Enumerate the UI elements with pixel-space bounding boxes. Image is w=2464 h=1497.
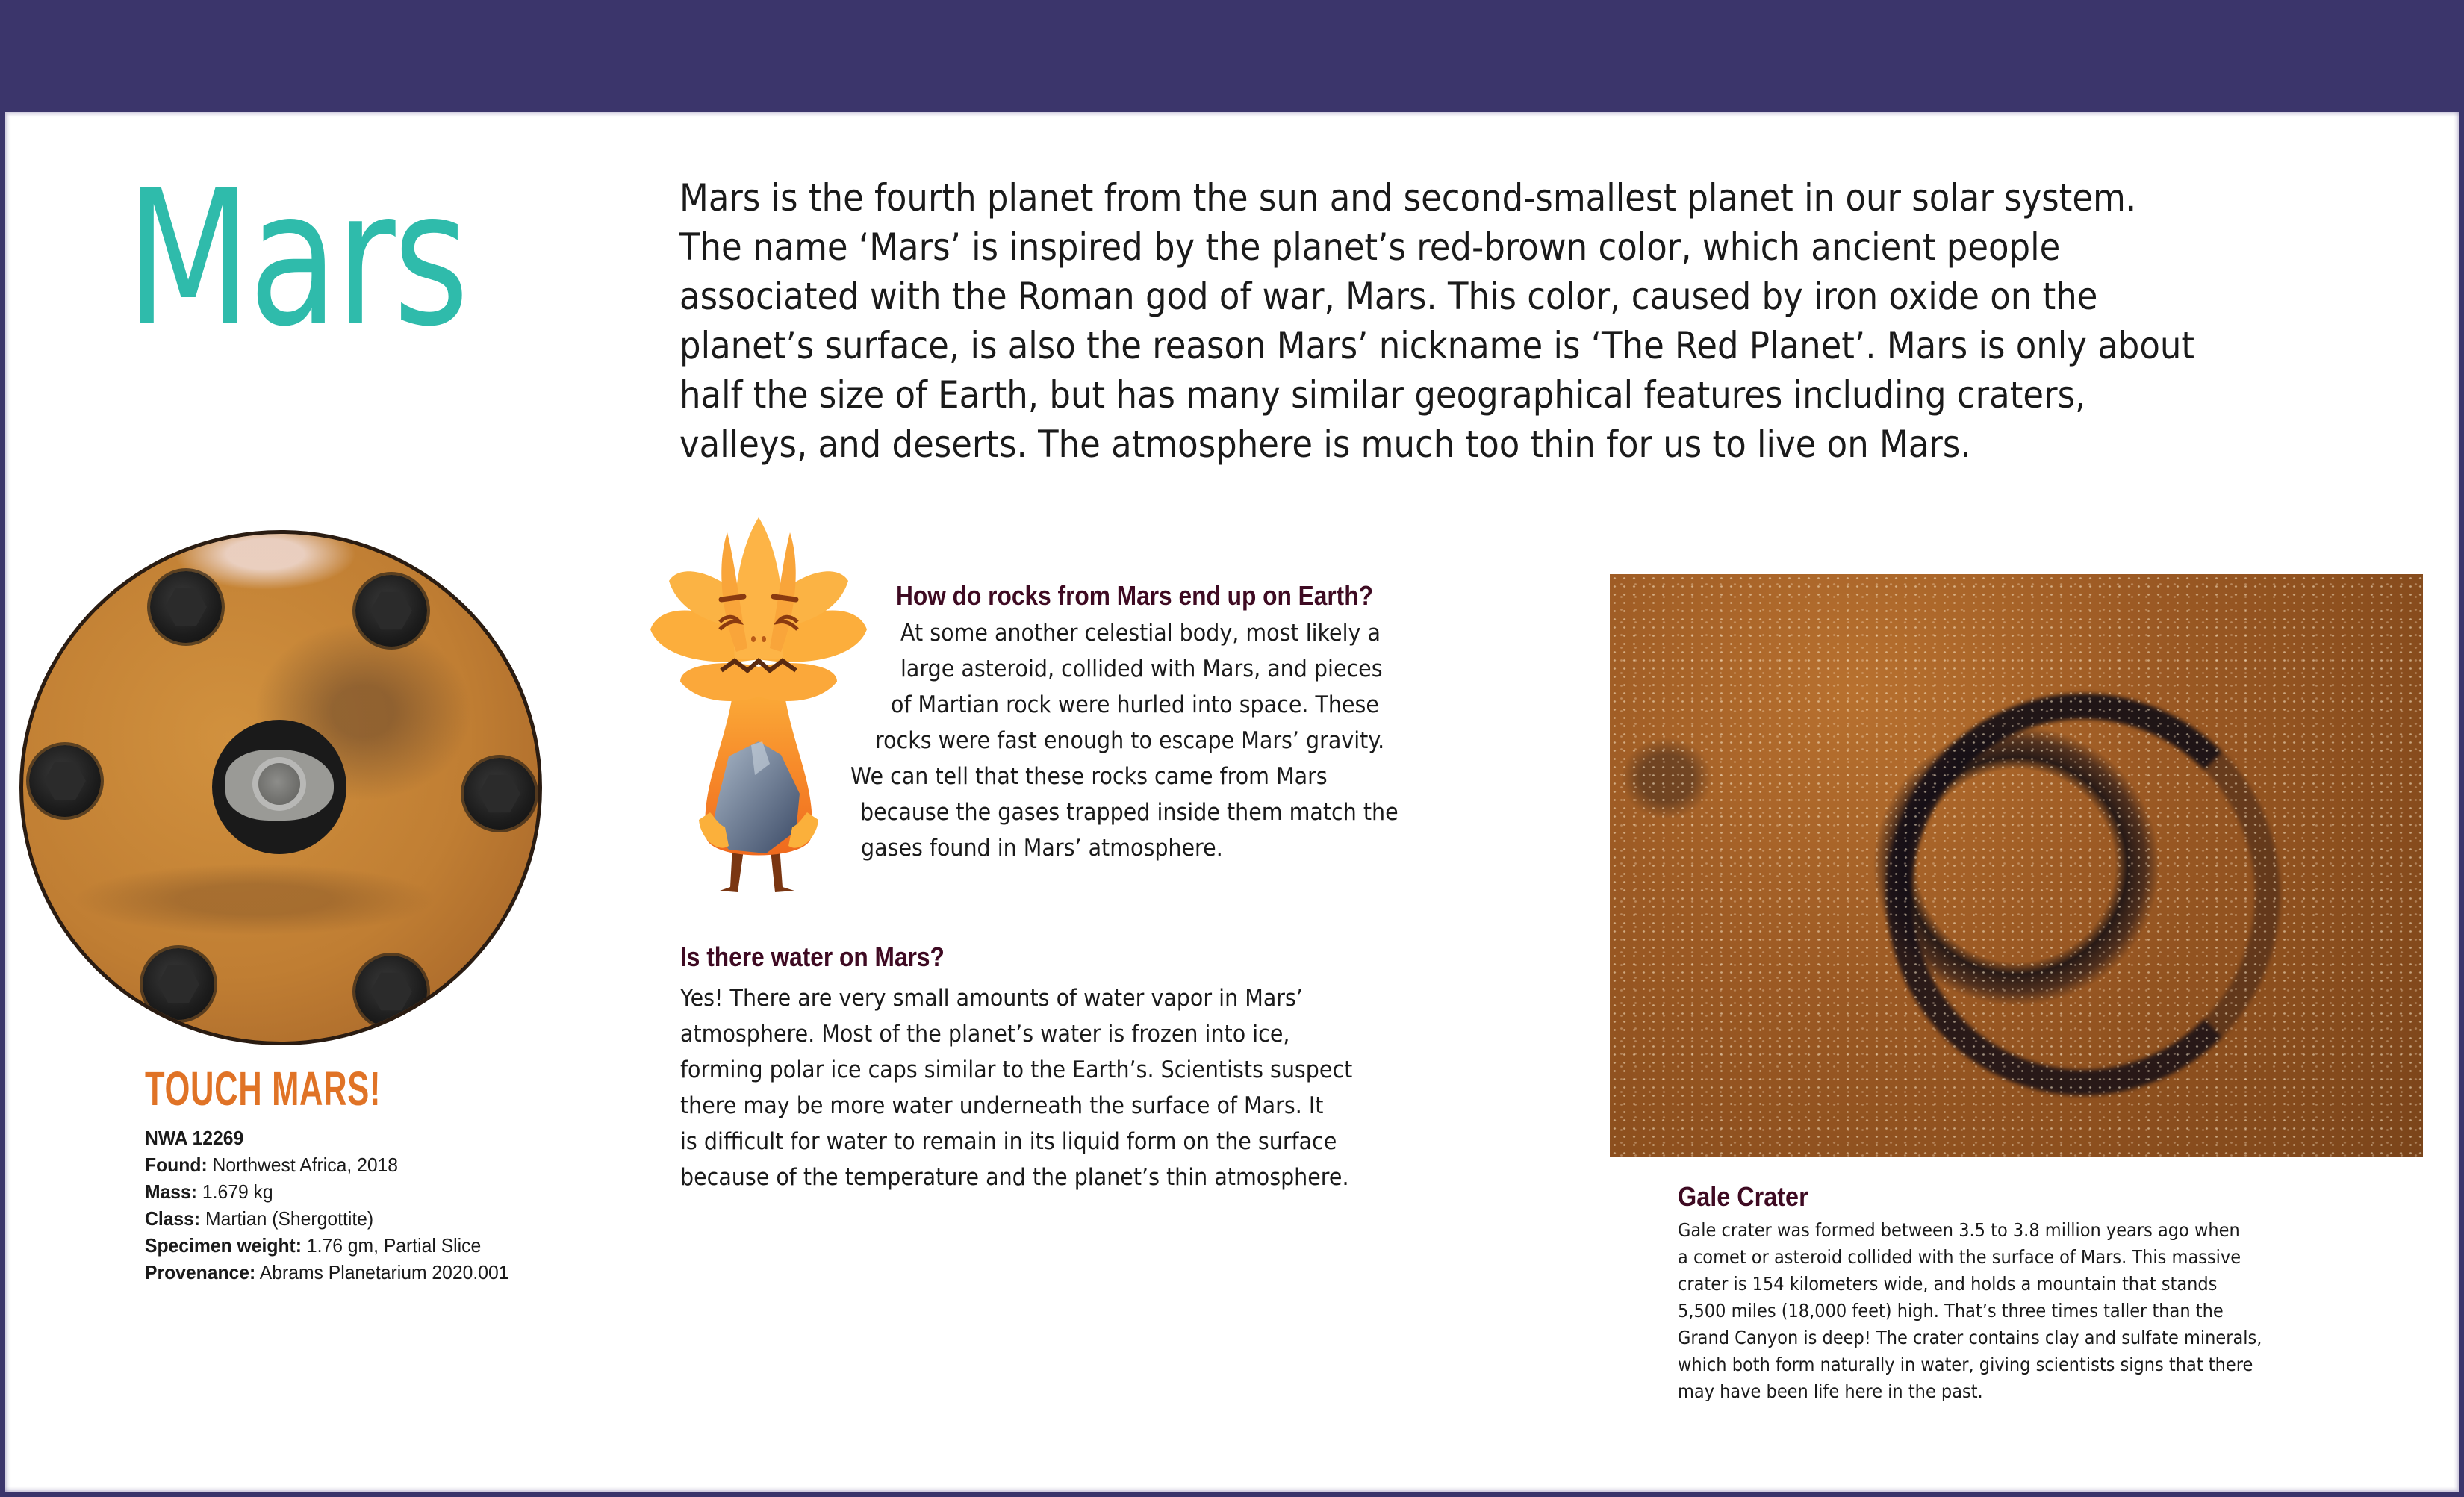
rocks-line: of Martian rock were hurled into space. These — [891, 691, 1379, 718]
field-label: Specimen weight: — [145, 1234, 302, 1257]
gale-line: which both form naturally in water, giving scientists signs that there — [1678, 1354, 2253, 1375]
gale-line: Gale crater was formed between 3.5 to 3.8 million years ago when — [1678, 1219, 2240, 1241]
meteorite-sample — [212, 720, 346, 854]
gale-line: may have been life here in the past. — [1678, 1381, 1983, 1402]
gale-line: 5,500 miles (18,000 feet) high. That’s three times taller than the — [1678, 1300, 2224, 1322]
water-section-heading: Is there water on Mars? — [680, 942, 945, 972]
water-line: there may be more water underneath the surface of Mars. It — [680, 1092, 1324, 1119]
intro-line: planet’s surface, is also the reason Mars’ nickname is ‘The Red Planet’. Mars is only about — [679, 324, 2195, 367]
water-line: because of the temperature and the planet’s thin atmosphere. — [680, 1164, 1349, 1191]
field-label: Found: — [145, 1154, 208, 1176]
intro-line: Mars is the fourth planet from the sun and second-smallest planet in our solar system. — [679, 176, 2137, 220]
intro-line: valleys, and deserts. The atmosphere is much too thin for us to live on Mars. — [679, 423, 1971, 466]
intro-line: associated with the Roman god of war, Mars. This color, caused by iron oxide on the — [679, 275, 2098, 318]
rocks-line: large asteroid, collided with Mars, and pieces — [900, 656, 1383, 682]
gale-crater-heading: Gale Crater — [1678, 1181, 1808, 1212]
specimen-field-mass — [145, 1178, 508, 1205]
touch-mars-callout: TOUCH MARS! — [145, 1062, 382, 1115]
rocks-line: rocks were fast enough to escape Mars’ gravity. — [875, 727, 1385, 754]
water-line: atmosphere. Most of the planet’s water is frozen into ice, — [680, 1021, 1290, 1048]
martian-character-icon — [647, 517, 871, 898]
meteorite-core — [258, 763, 300, 805]
rocks-line: gases found in Mars’ atmosphere. — [861, 835, 1223, 862]
gale-crater-image — [1610, 574, 2423, 1157]
gale-crater-body — [1678, 1217, 2262, 1405]
specimen-name: NWA 12269 — [145, 1127, 244, 1149]
gale-line: Grand Canyon is deep! The crater contains clay and sulfate minerals, — [1678, 1327, 2262, 1348]
page-title: Mars — [125, 150, 467, 367]
water-line: forming polar ice caps similar to the Earth’s. Scientists suspect — [680, 1056, 1353, 1083]
rocks-line: We can tell that these rocks came from Mars — [850, 763, 1328, 790]
intro-line: The name ‘Mars’ is inspired by the planet’s red-brown color, which ancient people — [679, 225, 2061, 269]
intro-paragraph — [679, 173, 2225, 469]
specimen-field-found — [145, 1151, 508, 1178]
bolt-icon — [143, 948, 214, 1020]
gale-line: crater is 154 kilometers wide, and holds a mountain that stands — [1678, 1273, 2218, 1295]
field-value: 1.76 gm, Partial Slice — [301, 1234, 482, 1257]
water-line: Yes! There are very small amounts of water vapor in Mars’ — [680, 985, 1303, 1012]
rocks-section-heading: How do rocks from Mars end up on Earth? — [896, 580, 1373, 611]
field-label: Class: — [145, 1207, 201, 1230]
gale-line: a comet or asteroid collided with the surface of Mars. This massive — [1678, 1246, 2241, 1268]
martian-character-illustration — [647, 517, 871, 898]
mars-globe-image — [19, 530, 542, 1045]
crater-texture — [1610, 574, 2423, 1157]
specimen-field-class — [145, 1205, 508, 1232]
water-line: is difficult for water to remain in its liquid form on the surface — [680, 1128, 1337, 1155]
field-value: Northwest Africa, 2018 — [207, 1154, 399, 1176]
bolt-icon — [150, 571, 222, 643]
bolt-icon — [464, 758, 535, 830]
rocks-line: At some another celestial body, most likely a — [900, 620, 1381, 647]
bolt-icon — [29, 745, 101, 817]
intro-line: half the size of Earth, but has many similar geographical features including craters, — [679, 373, 2086, 417]
specimen-field-provenance — [145, 1259, 508, 1286]
specimen-details — [145, 1124, 508, 1286]
rocks-line: because the gases trapped inside them match the — [860, 799, 1399, 826]
field-value: 1.679 kg — [197, 1180, 273, 1203]
field-label: Mass: — [145, 1180, 198, 1203]
field-value: Martian (Shergottite) — [200, 1207, 374, 1230]
water-section-body — [680, 980, 1352, 1195]
specimen-field-weight — [145, 1232, 508, 1259]
bolt-icon — [355, 956, 427, 1027]
bolt-icon — [355, 575, 427, 647]
field-label: Provenance: — [145, 1261, 256, 1283]
field-value: Abrams Planetarium 2020.001 — [255, 1261, 509, 1283]
